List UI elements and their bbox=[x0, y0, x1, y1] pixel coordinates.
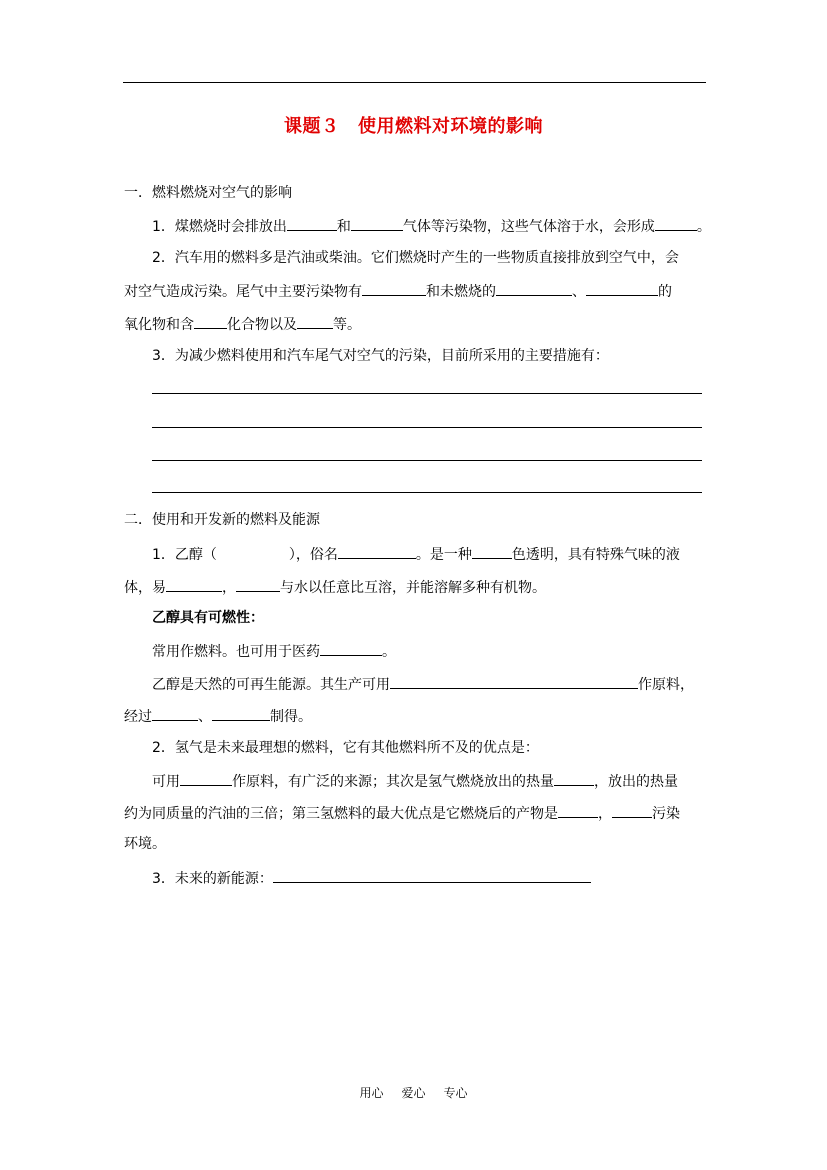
text: 对空气造成污染。尾气中主要污染物有 bbox=[124, 284, 362, 300]
text: 。是一种 bbox=[415, 547, 472, 563]
text: 约为同质量的汽油的三倍；第三氢燃料的最大优点是它燃烧后的产物是 bbox=[124, 806, 558, 822]
text: 制得。 bbox=[270, 709, 312, 725]
text: ， bbox=[222, 580, 236, 596]
text: 氧化物和含 bbox=[124, 317, 194, 333]
blank[interactable] bbox=[472, 543, 512, 559]
answer-line[interactable] bbox=[152, 393, 702, 394]
footer-text: 专心 bbox=[443, 1086, 468, 1100]
s1-q3: 3．为减少燃料使用和汽车尾气对空气的污染，目前所采用的主要措施有： bbox=[152, 348, 609, 364]
text: 、 bbox=[572, 284, 586, 300]
blank[interactable] bbox=[496, 280, 572, 296]
ethanol-use bbox=[152, 640, 396, 662]
blank[interactable] bbox=[212, 705, 270, 721]
text: 气体等污染物，这些气体溶于水，会形成 bbox=[402, 219, 655, 235]
section2-heading: 二．使用和开发新的燃料及能源 bbox=[124, 512, 320, 528]
text: 体，易 bbox=[124, 580, 166, 596]
text: 污染 bbox=[652, 806, 680, 822]
blank[interactable] bbox=[194, 313, 227, 329]
footer-text: 用心 bbox=[359, 1086, 384, 1100]
text: 色透明，具有特殊气味的液 bbox=[511, 547, 680, 563]
text: 可用 bbox=[152, 774, 180, 790]
blank[interactable] bbox=[390, 673, 638, 689]
blank[interactable] bbox=[558, 802, 598, 818]
answer-line[interactable] bbox=[152, 460, 702, 461]
text: 3．未来的新能源： bbox=[152, 871, 273, 887]
page-footer bbox=[0, 1084, 827, 1101]
page-title: 课题３ 使用燃料对环境的影响 bbox=[284, 116, 543, 137]
text: 。 bbox=[382, 644, 396, 660]
text: 经过 bbox=[124, 709, 152, 725]
text: 与水以任意比互溶，并能溶解多种有机物。 bbox=[280, 580, 546, 596]
header-rule bbox=[123, 82, 706, 83]
blank[interactable] bbox=[273, 867, 591, 883]
blank[interactable] bbox=[586, 280, 658, 296]
text: 和 bbox=[336, 219, 351, 235]
s1-q2-line2 bbox=[124, 280, 672, 302]
text: 乙醇是天然的可再生能源。其生产可用 bbox=[152, 677, 390, 693]
ethanol-renewable bbox=[152, 673, 694, 695]
blank[interactable] bbox=[351, 215, 403, 231]
text: ），俗名 bbox=[288, 547, 338, 563]
blank[interactable] bbox=[236, 576, 280, 592]
answer-line[interactable] bbox=[152, 427, 702, 428]
text: 化合物以及 bbox=[227, 317, 297, 333]
s2-q2-line4: 环境。 bbox=[124, 836, 166, 852]
footer-text: 爱心 bbox=[401, 1086, 426, 1100]
s1-q1 bbox=[152, 215, 711, 237]
s2-q3 bbox=[152, 867, 591, 889]
blank[interactable] bbox=[152, 705, 198, 721]
text: 作原料，有广泛的来源；其次是氢气燃烧放出的热量 bbox=[232, 774, 554, 790]
text: 、 bbox=[198, 709, 212, 725]
ethanol-flammable-heading: 乙醇具有可燃性： bbox=[152, 610, 264, 626]
blank[interactable] bbox=[297, 313, 333, 329]
blank[interactable] bbox=[320, 640, 382, 656]
text: 。 bbox=[696, 219, 711, 235]
text: 1．乙醇（ bbox=[152, 547, 217, 563]
section1-heading: 一．燃料燃烧对空气的影响 bbox=[124, 185, 292, 201]
s2-q1-line1 bbox=[152, 543, 680, 565]
s2-q1-line2 bbox=[124, 576, 546, 598]
s2-q2-line2 bbox=[152, 770, 678, 792]
ethanol-process bbox=[124, 705, 312, 727]
blank[interactable] bbox=[287, 215, 337, 231]
answer-line[interactable] bbox=[152, 492, 702, 493]
blank[interactable] bbox=[180, 770, 232, 786]
text: 作原料， bbox=[638, 677, 694, 693]
text: ，放出的热量 bbox=[594, 774, 678, 790]
blank[interactable] bbox=[655, 215, 697, 231]
text: 和未燃烧的 bbox=[426, 284, 496, 300]
blank[interactable] bbox=[554, 770, 594, 786]
text: 1．煤燃烧时会排放出 bbox=[152, 219, 287, 235]
text: 常用作燃料。也可用于医药 bbox=[152, 644, 320, 660]
blank[interactable] bbox=[612, 802, 652, 818]
s2-q2-line3 bbox=[124, 802, 680, 824]
text: 的 bbox=[658, 284, 672, 300]
s1-q2-line3 bbox=[124, 313, 361, 335]
blank[interactable] bbox=[338, 543, 416, 559]
blank[interactable] bbox=[362, 280, 426, 296]
s1-q2-line1: 2．汽车用的燃料多是汽油或柴油。它们燃烧时产生的一些物质直接排放到空气中，会 bbox=[152, 250, 679, 266]
text: 等。 bbox=[333, 317, 361, 333]
s2-q2-line1: 2．氢气是未来最理想的燃料，它有其他燃料所不及的优点是： bbox=[152, 740, 539, 756]
blank[interactable] bbox=[166, 576, 222, 592]
text: ， bbox=[598, 806, 612, 822]
